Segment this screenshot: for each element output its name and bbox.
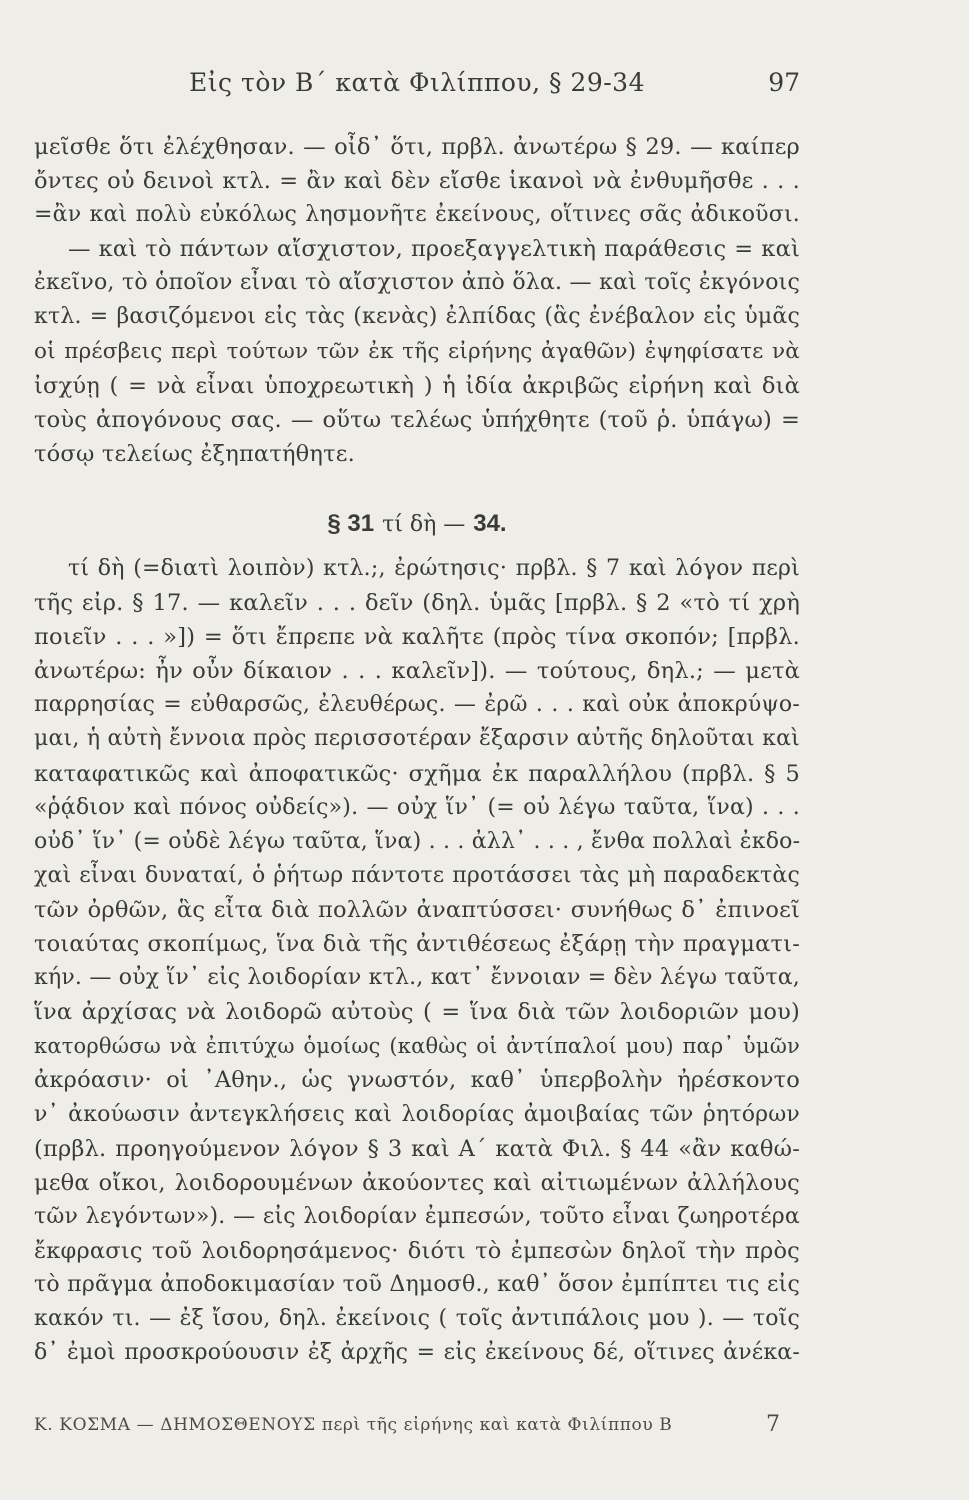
text-line: ἔκφρασις τοῦ λοιδορησάμενος· διότι τὸ ἐμπεσὼν δηλοῖ τὴν πρὸς bbox=[34, 1237, 800, 1264]
signature-line: Κ. ΚΟΣΜΑ — ΔΗΜΟΣΘΕΝΟΥΣ περὶ τῆς εἰρήνης καὶ κατὰ Φιλίππου Β bbox=[34, 1415, 673, 1435]
text-line: (πρβλ. προηγούμενον λόγον § 3 καὶ Α΄ κατὰ Φιλ. § 44 «ἂν καθώ- bbox=[34, 1135, 800, 1162]
text-line: ποιεῖν . . . »]) = ὅτι ἔπρεπε νὰ καλῆτε (πρὸς τίνα σκοπόν; [πρβλ. bbox=[34, 624, 800, 651]
text-line: τῆς εἰρ. § 17. — καλεῖν . . . δεῖν (δηλ. ὑμᾶς [πρβλ. § 2 «τὸ τί χρὴ bbox=[34, 590, 800, 617]
text-line: ὄντες οὐ δεινοὶ κτλ. = ἂν καὶ δὲν εἴσθε ἱκανοὶ νὰ ἐνθυμῆσθε . . . bbox=[34, 168, 800, 195]
text-line: τῶν λεγόντων»). — εἰς λοιδορίαν ἐμπεσών, τοῦτο εἶναι ζωηροτέρα bbox=[34, 1203, 800, 1229]
text-line: ἵνα ἀρχίσας νὰ λοιδορῶ αὐτοὺς ( = ἵνα διὰ τῶν λοιδοριῶν μου) bbox=[34, 999, 800, 1026]
text-line: ἀνωτέρω: ἦν οὖν δίκαιον . . . καλεῖν]). — τούτους, δηλ.; — μετὰ bbox=[34, 658, 800, 685]
signature-number: 7 bbox=[766, 1412, 780, 1437]
text-line: ν᾽ ἀκούωσιν ἀντεγκλήσεις καὶ λοιδορίας ἀμοιβαίας τῶν ῥητόρων bbox=[34, 1101, 800, 1127]
page-footer bbox=[34, 1411, 800, 1439]
text-line: παρρησίας = εὐθαρσῶς, ἐλευθέρως. — ἐρῶ . . . καὶ οὐκ ἀποκρύψο- bbox=[34, 692, 800, 718]
text-line: μεθα οἴκοι, λοιδορουμένων ἀκούοντες καὶ αἰτιωμένων ἀλλήλους bbox=[34, 1169, 800, 1196]
text-line: τί δὴ (=διατὶ λοιπὸν) κτλ.;, ἐρώτησις· πρβλ. § 7 καὶ λόγον περὶ bbox=[68, 556, 800, 581]
text-line: οἱ πρέσβεις περὶ τούτων τῶν ἐκ τῆς εἰρήνης ἀγαθῶν) ἐψηφίσατε νὰ bbox=[34, 338, 800, 364]
text-line: χαὶ εἶναι δυναταί, ὁ ῥήτωρ πάντοτε προτάσσει τὰς μὴ παραδεκτὰς bbox=[34, 862, 800, 888]
text-line: ἀκρόασιν· οἱ ᾽Αθην., ὡς γνωστόν, καθ᾽ ὑπερβολὴν ἠρέσκοντο bbox=[34, 1067, 800, 1094]
text-line: καταφατικῶς καὶ ἀποφατικῶς· σχῆμα ἐκ παραλλήλου (πρβλ. § 5 bbox=[34, 760, 800, 787]
page-number: 97 bbox=[768, 68, 800, 97]
text-line: «ῥᾴδιον καὶ πόνος οὐδείς»). — οὐχ ἵν᾽ (= οὐ λέγω ταῦτα, ἵνα) . . . bbox=[34, 794, 800, 820]
text-line: ἐκεῖνο, τὸ ὁποῖον εἶναι τὸ αἴσχιστον ἀπὸ ὅλα. — καὶ τοῖς ἐκγόνοις bbox=[34, 270, 800, 296]
text-line: κήν. — οὐχ ἵν᾽ εἰς λοιδορίαν κτλ., κατ᾽ ἔννοιαν = δὲν λέγω ταῦτα, bbox=[34, 965, 800, 991]
running-head-title: Εἰς τὸν Β΄ κατὰ Φιλίππου, § 29-34 bbox=[189, 68, 645, 97]
text-line: τοιαύτας σκοπίμως, ἵνα διὰ τῆς ἀντιθέσεως ἐξάρῃ τὴν πραγματι- bbox=[34, 931, 800, 958]
text-line: τοὺς ἀπογόνους σας. — οὕτω τελέως ὑπήχθητε (τοῦ ῥ. ὑπάγω) = bbox=[34, 406, 800, 433]
text-line: κτλ. = βασιζόμενοι εἰς τὰς (κενὰς) ἐλπίδας (ἃς ἐνέβαλον εἰς ὑμᾶς bbox=[34, 304, 800, 330]
running-head bbox=[34, 68, 800, 104]
section-words: τί δὴ — bbox=[382, 512, 466, 537]
section-end-number: 34. bbox=[473, 510, 507, 537]
commentary-block-1 bbox=[34, 130, 800, 471]
commentary-block-2 bbox=[34, 552, 800, 1370]
text-line: — καὶ τὸ πάντων αἴσχιστον, προεξαγγελτικὴ παράθεσις = καὶ bbox=[68, 236, 800, 263]
text-line: =ἂν καὶ πολὺ εὐκόλως λησμονῆτε ἐκείνους, οἵτινες σᾶς ἀδικοῦσι. bbox=[34, 202, 800, 228]
section-number: § 31 bbox=[327, 510, 375, 537]
text-line: δ᾽ ἐμοὶ προσκρούουσιν ἐξ ἀρχῆς = εἰς ἐκείνους δέ, οἵτινες ἀνέκα- bbox=[34, 1340, 800, 1366]
text-line: τῶν ὀρθῶν, ἃς εἶτα διὰ πολλῶν ἀναπτύσσει· συνήθως δ᾽ ἐπινοεῖ bbox=[34, 896, 800, 923]
text-line: κακόν τι. — ἐξ ἴσου, δηλ. ἐκείνοις ( τοῖς ἀντιπάλοις μου ). — τοῖς bbox=[34, 1306, 800, 1332]
section-heading bbox=[34, 505, 800, 541]
text-line: τὸ πρᾶγμα ἀποδοκιμασίαν τοῦ Δημοσθ., καθ᾽ ὅσον ἐμπίπτει τις εἰς bbox=[34, 1271, 800, 1297]
text-line: μεῖσθε ὅτι ἐλέχθησαν. — οἶδ᾽ ὅτι, πρβλ. ἀνωτέρω § 29. — καίπερ bbox=[34, 134, 800, 160]
text-line: ἰσχύῃ ( = νὰ εἶναι ὑποχρεωτικὴ ) ἡ ἰδία ἀκριβῶς εἰρήνη καὶ διὰ bbox=[34, 372, 800, 399]
text-line: κατορθώσω νὰ ἐπιτύχω ὁμοίως (καθὼς οἱ ἀντίπαλοί μου) παρ᾽ ὑμῶν bbox=[34, 1034, 800, 1059]
text-line: τόσῳ τελείως ἐξηπατήθητε. bbox=[34, 440, 355, 467]
text-line: μαι, ἡ αὐτὴ ἔννοια πρὸς περισσοτέραν ἔξαρσιν αὐτῆς δηλοῦται καὶ bbox=[34, 726, 800, 752]
text-line: οὐδ᾽ ἵν᾽ (= οὐδὲ λέγω ταῦτα, ἵνα) . . . ἀλλ᾽ . . . , ἔνθα πολλαὶ ἐκδο- bbox=[34, 828, 801, 854]
